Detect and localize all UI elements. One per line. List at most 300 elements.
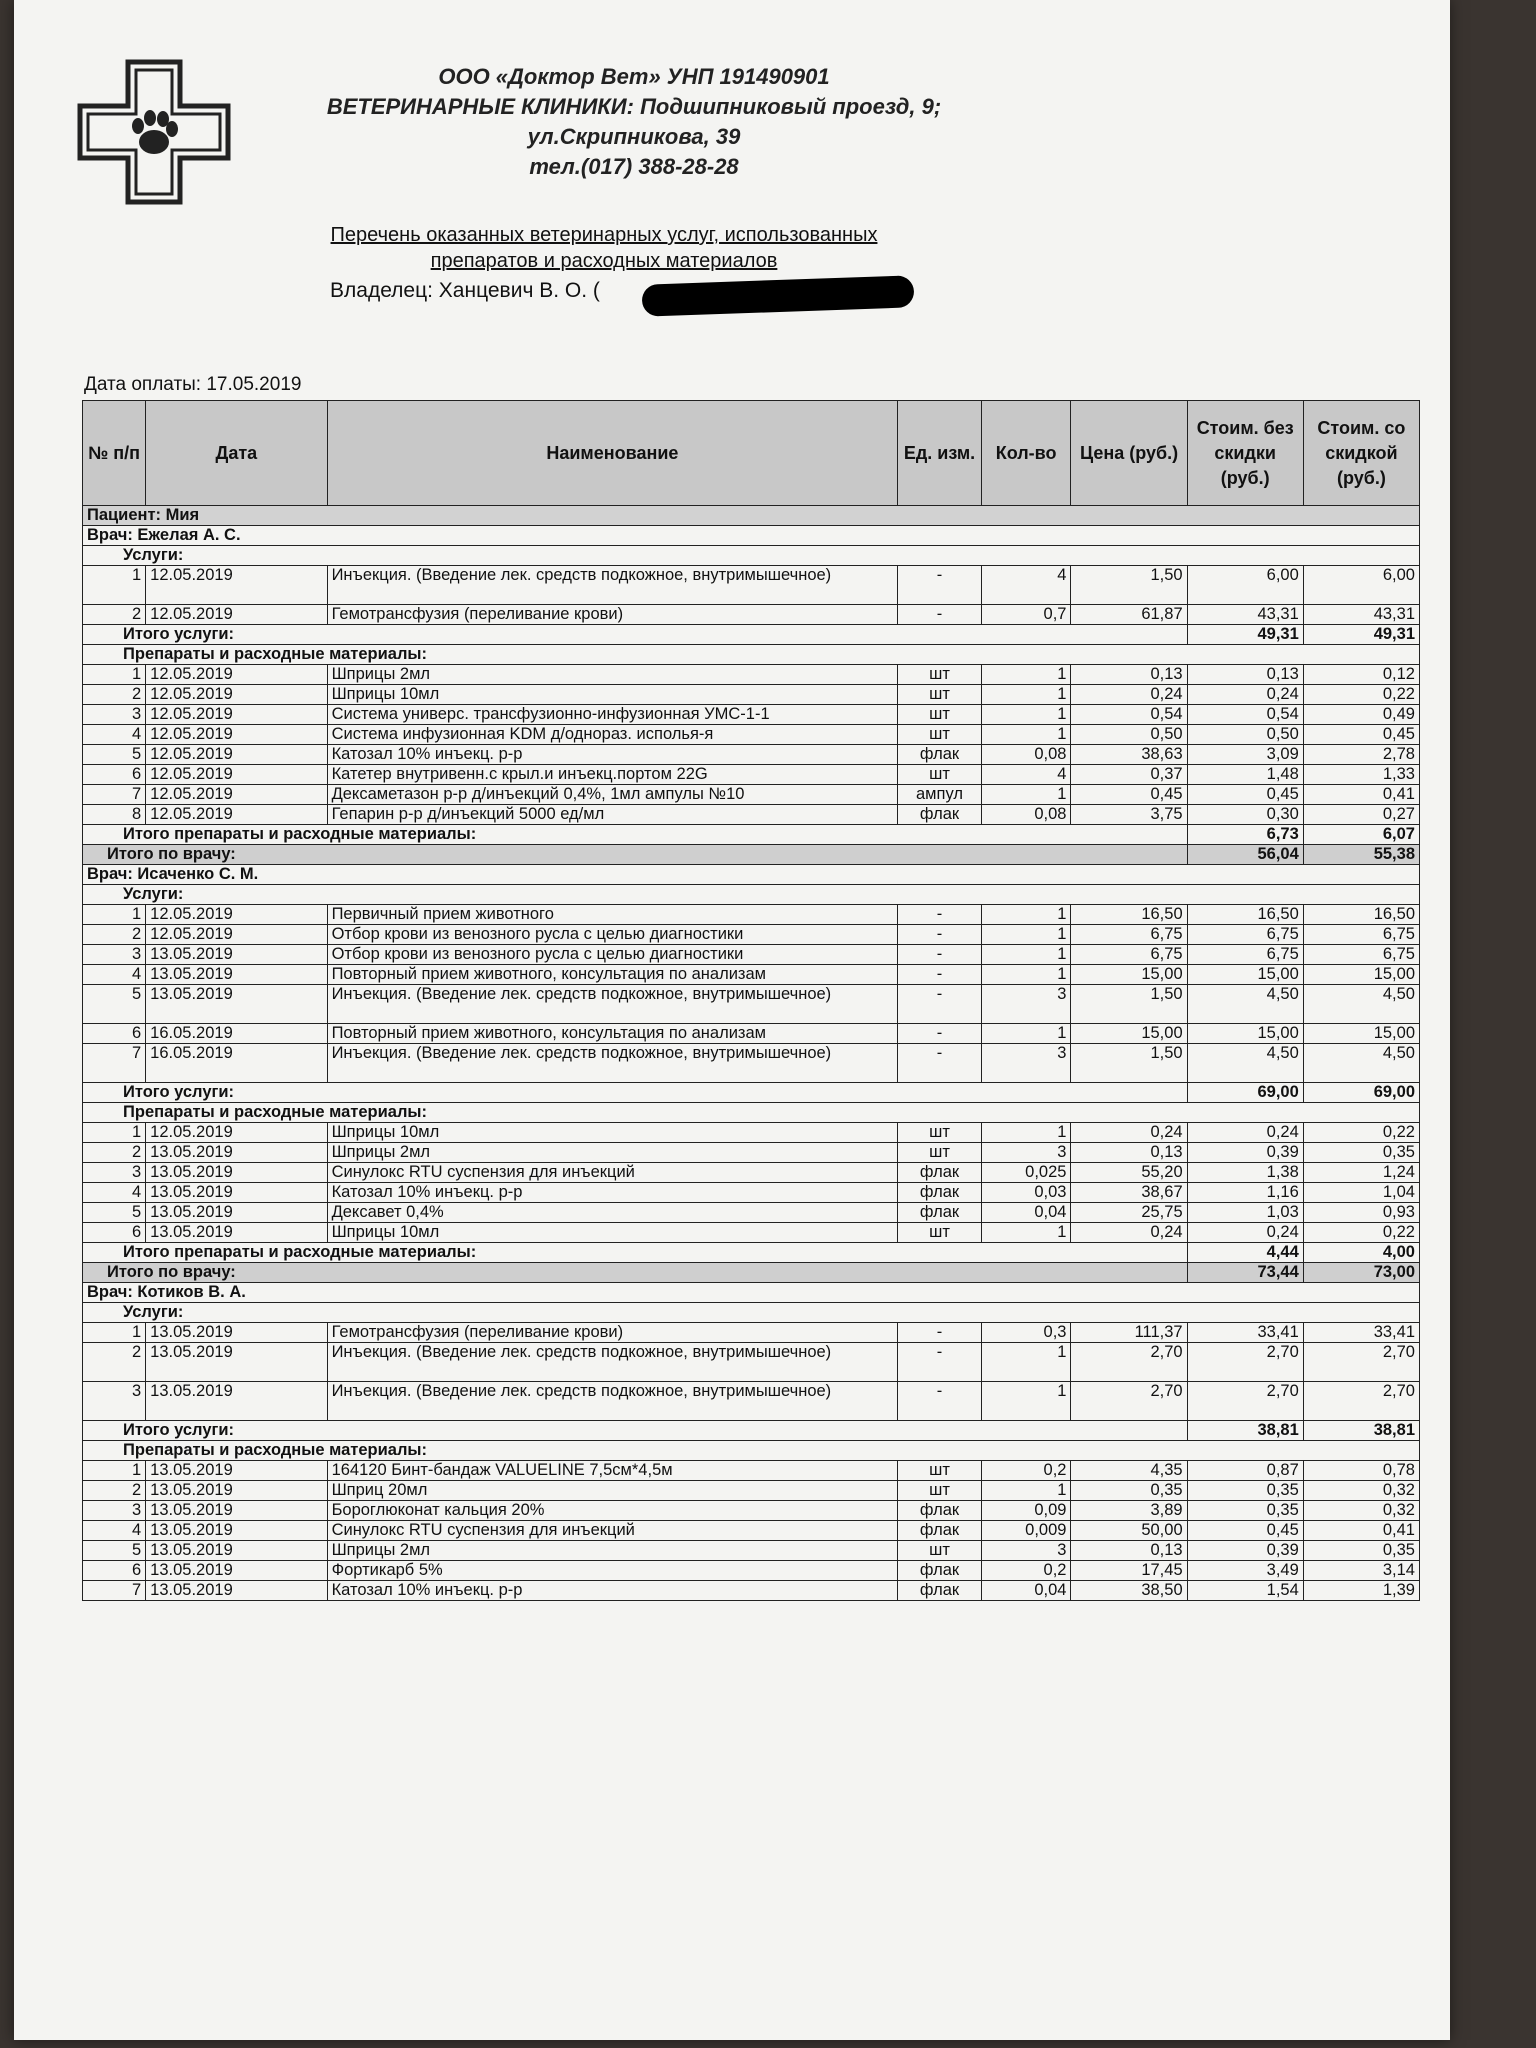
col-header-number: № п/п: [83, 401, 146, 506]
row-qty: 0,025: [981, 1163, 1071, 1183]
row-cost-discount: 2,70: [1303, 1343, 1419, 1382]
row-unit: флак: [898, 1183, 982, 1203]
row-cost-discount: 1,33: [1303, 765, 1419, 785]
services-total-row-label: Итого услуги:: [83, 1083, 1188, 1103]
row-name: Фортикарб 5%: [327, 1561, 898, 1581]
row-date: 13.05.2019: [146, 1481, 327, 1501]
row-name: Инъекция. (Введение лек. средств подкожное, внутримышечное): [327, 1382, 898, 1421]
row-price: 0,50: [1071, 725, 1187, 745]
row-unit: шт: [898, 1123, 982, 1143]
row-number: 1: [83, 905, 146, 925]
row-cost-discount: 0,45: [1303, 725, 1419, 745]
row-date: 12.05.2019: [146, 665, 327, 685]
row-date: 12.05.2019: [146, 685, 327, 705]
row-cost-discount: 6,75: [1303, 925, 1419, 945]
row-cost-no-discount: 0,30: [1187, 805, 1303, 825]
row-name: Инъекция. (Введение лек. средств подкожное, внутримышечное): [327, 566, 898, 605]
table-row: [83, 1521, 1420, 1541]
row-unit: флак: [898, 1163, 982, 1183]
row-number: 2: [83, 925, 146, 945]
row-cost-no-discount: 0,39: [1187, 1143, 1303, 1163]
table-row: [83, 1481, 1420, 1501]
col-header-cost-discount: Стоим. со скидкой (руб.): [1303, 401, 1419, 506]
table-row: [83, 1581, 1420, 1601]
row-date: 12.05.2019: [146, 785, 327, 805]
row-number: 7: [83, 1581, 146, 1601]
clinic-address-1: ВЕТЕРИНАРНЫЕ КЛИНИКИ: Подшипниковый проезд, 9;: [326, 94, 942, 119]
row-price: 38,67: [1071, 1183, 1187, 1203]
row-qty: 0,04: [981, 1581, 1071, 1601]
table-body: [83, 506, 1420, 1601]
document-title: [254, 222, 954, 274]
row-cost-no-discount: 1,54: [1187, 1581, 1303, 1601]
row-name: Инъекция. (Введение лек. средств подкожное, внутримышечное): [327, 1343, 898, 1382]
row-qty: 0,7: [981, 605, 1071, 625]
row-cost-no-discount: 6,75: [1187, 945, 1303, 965]
doctor-total-row: [83, 1263, 1420, 1283]
materials-heading: Препараты и расходные материалы:: [83, 645, 1420, 665]
document-page: [14, 0, 1450, 2040]
row-price: 6,75: [1071, 945, 1187, 965]
row-qty: 1: [981, 1481, 1071, 1501]
row-cost-no-discount: 0,39: [1187, 1541, 1303, 1561]
row-cost-discount: 6,00: [1303, 566, 1419, 605]
row-name: Гемотрансфузия (переливание крови): [327, 605, 898, 625]
materials-heading: Препараты и расходные материалы:: [83, 1441, 1420, 1461]
row-cost-discount: 2,70: [1303, 1382, 1419, 1421]
row-unit: ампул: [898, 785, 982, 805]
services-total-row-cost-no-discount: 38,81: [1187, 1421, 1303, 1441]
table-row: [83, 1024, 1420, 1044]
services-total-row-label: Итого услуги:: [83, 1421, 1188, 1441]
row-unit: -: [898, 1323, 982, 1343]
services-total-row-cost-no-discount: 49,31: [1187, 625, 1303, 645]
owner-line: Владелец: Ханцевич В. О. (: [330, 279, 600, 302]
row-date: 13.05.2019: [146, 1183, 327, 1203]
row-qty: 0,04: [981, 1203, 1071, 1223]
row-name: Отбор крови из венозного русла с целью диагностики: [327, 945, 898, 965]
services-total-row-cost-discount: 49,31: [1303, 625, 1419, 645]
table-row: [83, 765, 1420, 785]
row-price: 111,37: [1071, 1323, 1187, 1343]
row-cost-discount: 0,27: [1303, 805, 1419, 825]
table-row: [83, 1561, 1420, 1581]
row-number: 4: [83, 1521, 146, 1541]
row-cost-no-discount: 0,35: [1187, 1501, 1303, 1521]
row-price: 1,50: [1071, 1044, 1187, 1083]
services-total-row-label: Итого услуги:: [83, 625, 1188, 645]
row-date: 12.05.2019: [146, 765, 327, 785]
row-qty: 0,2: [981, 1461, 1071, 1481]
row-cost-no-discount: 1,03: [1187, 1203, 1303, 1223]
table-row: [83, 805, 1420, 825]
row-cost-no-discount: 15,00: [1187, 965, 1303, 985]
col-header-name: Наименование: [327, 401, 898, 506]
row-qty: 4: [981, 566, 1071, 605]
row-cost-discount: 0,41: [1303, 1521, 1419, 1541]
doctor-total-row: [83, 845, 1420, 865]
row-cost-no-discount: 0,54: [1187, 705, 1303, 725]
table-row: [83, 925, 1420, 945]
materials-total-row-cost-discount: 4,00: [1303, 1243, 1419, 1263]
table-row: [83, 1203, 1420, 1223]
row-price: 16,50: [1071, 905, 1187, 925]
row-name: Синулокс RTU суспензия для инъекций: [327, 1163, 898, 1183]
row-qty: 0,2: [981, 1561, 1071, 1581]
table-row: [83, 705, 1420, 725]
row-price: 1,50: [1071, 985, 1187, 1024]
row-qty: 1: [981, 905, 1071, 925]
row-number: 5: [83, 1203, 146, 1223]
materials-total-row-label: Итого препараты и расходные материалы:: [83, 825, 1188, 845]
row-date: 13.05.2019: [146, 1501, 327, 1521]
row-unit: флак: [898, 1521, 982, 1541]
row-number: 1: [83, 566, 146, 605]
redaction-mark: [642, 275, 915, 316]
table-row: [83, 665, 1420, 685]
table-row: [83, 1541, 1420, 1561]
row-unit: флак: [898, 1581, 982, 1601]
row-cost-no-discount: 15,00: [1187, 1024, 1303, 1044]
services-total-row-cost-discount: 38,81: [1303, 1421, 1419, 1441]
row-date: 12.05.2019: [146, 566, 327, 605]
col-header-unit: Ед. изм.: [898, 401, 982, 506]
doctor-total-row-cost-discount: 55,38: [1303, 845, 1419, 865]
patient-row: [83, 506, 1420, 526]
row-price: 38,50: [1071, 1581, 1187, 1601]
row-number: 8: [83, 805, 146, 825]
row-cost-no-discount: 0,13: [1187, 665, 1303, 685]
row-price: 25,75: [1071, 1203, 1187, 1223]
row-number: 7: [83, 785, 146, 805]
table-row: [83, 1343, 1420, 1382]
row-cost-no-discount: 0,50: [1187, 725, 1303, 745]
row-unit: шт: [898, 1481, 982, 1501]
row-number: 4: [83, 1183, 146, 1203]
doctor-total-row-cost-no-discount: 73,44: [1187, 1263, 1303, 1283]
row-name: Отбор крови из венозного русла с целью диагностики: [327, 925, 898, 945]
row-qty: 0,3: [981, 1323, 1071, 1343]
row-qty: 1: [981, 725, 1071, 745]
row-qty: 0,08: [981, 745, 1071, 765]
row-qty: 0,08: [981, 805, 1071, 825]
row-cost-no-discount: 1,16: [1187, 1183, 1303, 1203]
row-cost-no-discount: 0,35: [1187, 1481, 1303, 1501]
table-row: [83, 1501, 1420, 1521]
row-unit: -: [898, 1024, 982, 1044]
row-name: Шприцы 10мл: [327, 685, 898, 705]
row-cost-discount: 0,93: [1303, 1203, 1419, 1223]
row-number: 1: [83, 1123, 146, 1143]
row-unit: флак: [898, 805, 982, 825]
row-cost-no-discount: 6,00: [1187, 566, 1303, 605]
table-row: [83, 985, 1420, 1024]
row-cost-no-discount: 0,24: [1187, 685, 1303, 705]
row-unit: шт: [898, 1461, 982, 1481]
doctor-total-row-label: Итого по врачу:: [83, 1263, 1188, 1283]
row-number: 2: [83, 685, 146, 705]
row-number: 2: [83, 1343, 146, 1382]
row-unit: -: [898, 925, 982, 945]
row-price: 61,87: [1071, 605, 1187, 625]
materials-total-row: [83, 1243, 1420, 1263]
row-unit: -: [898, 985, 982, 1024]
patient-name: Пациент: Мия: [83, 506, 1420, 526]
materials-total-row-cost-no-discount: 6,73: [1187, 825, 1303, 845]
row-date: 13.05.2019: [146, 1561, 327, 1581]
row-price: 2,70: [1071, 1343, 1187, 1382]
row-date: 13.05.2019: [146, 945, 327, 965]
services-heading-row: [83, 1303, 1420, 1323]
row-unit: -: [898, 945, 982, 965]
row-number: 2: [83, 1481, 146, 1501]
row-qty: 3: [981, 1143, 1071, 1163]
clinic-header: [214, 62, 1054, 182]
row-unit: флак: [898, 1501, 982, 1521]
clinic-name: ООО «Доктор Вет» УНП 191490901: [438, 64, 830, 89]
row-price: 0,24: [1071, 685, 1187, 705]
row-date: 13.05.2019: [146, 1521, 327, 1541]
row-date: 13.05.2019: [146, 1223, 327, 1243]
row-name: Катетер внутривенн.с крыл.и инъекц.портом 22G: [327, 765, 898, 785]
row-cost-discount: 1,24: [1303, 1163, 1419, 1183]
doctor-row: [83, 1283, 1420, 1303]
row-cost-no-discount: 1,38: [1187, 1163, 1303, 1183]
row-name: Шприцы 2мл: [327, 665, 898, 685]
doctor-name: Врач: Исаченко С. М.: [83, 865, 1420, 885]
row-qty: 1: [981, 925, 1071, 945]
row-price: 0,13: [1071, 1143, 1187, 1163]
services-total-row-cost-discount: 69,00: [1303, 1083, 1419, 1103]
table-row: [83, 1123, 1420, 1143]
row-price: 17,45: [1071, 1561, 1187, 1581]
row-cost-discount: 0,22: [1303, 1123, 1419, 1143]
row-qty: 0,009: [981, 1521, 1071, 1541]
row-cost-discount: 15,00: [1303, 965, 1419, 985]
services-heading: Услуги:: [83, 1303, 1420, 1323]
services-total-row: [83, 1421, 1420, 1441]
row-price: 0,13: [1071, 665, 1187, 685]
row-name: Синулокс RTU суспензия для инъекций: [327, 1521, 898, 1541]
row-name: Шприцы 10мл: [327, 1223, 898, 1243]
table-row: [83, 605, 1420, 625]
row-cost-no-discount: 0,45: [1187, 1521, 1303, 1541]
row-name: Гемотрансфузия (переливание крови): [327, 1323, 898, 1343]
table-row: [83, 965, 1420, 985]
table-row: [83, 1323, 1420, 1343]
row-cost-discount: 0,41: [1303, 785, 1419, 805]
col-header-cost-no-discount: Стоим. без скидки (руб.): [1187, 401, 1303, 506]
row-number: 5: [83, 985, 146, 1024]
row-cost-discount: 0,22: [1303, 1223, 1419, 1243]
row-unit: -: [898, 1343, 982, 1382]
row-number: 3: [83, 1501, 146, 1521]
row-unit: шт: [898, 1223, 982, 1243]
row-cost-discount: 0,32: [1303, 1501, 1419, 1521]
row-price: 50,00: [1071, 1521, 1187, 1541]
doctor-name: Врач: Ежелая А. С.: [83, 526, 1420, 546]
row-qty: 0,09: [981, 1501, 1071, 1521]
row-number: 1: [83, 665, 146, 685]
row-date: 12.05.2019: [146, 805, 327, 825]
row-unit: -: [898, 965, 982, 985]
row-price: 15,00: [1071, 965, 1187, 985]
table-row: [83, 1382, 1420, 1421]
row-qty: 1: [981, 965, 1071, 985]
row-cost-no-discount: 43,31: [1187, 605, 1303, 625]
col-header-qty: Кол-во: [981, 401, 1071, 506]
row-date: 13.05.2019: [146, 1581, 327, 1601]
materials-total-row: [83, 825, 1420, 845]
row-unit: флак: [898, 745, 982, 765]
row-price: 0,45: [1071, 785, 1187, 805]
materials-total-row-cost-discount: 6,07: [1303, 825, 1419, 845]
row-number: 2: [83, 1143, 146, 1163]
row-cost-discount: 0,49: [1303, 705, 1419, 725]
services-total-row: [83, 625, 1420, 645]
row-date: 12.05.2019: [146, 925, 327, 945]
services-total-row-cost-no-discount: 69,00: [1187, 1083, 1303, 1103]
row-date: 13.05.2019: [146, 1461, 327, 1481]
row-number: 4: [83, 725, 146, 745]
row-cost-discount: 0,12: [1303, 665, 1419, 685]
row-date: 12.05.2019: [146, 705, 327, 725]
materials-heading: Препараты и расходные материалы:: [83, 1103, 1420, 1123]
doctor-total-row-cost-no-discount: 56,04: [1187, 845, 1303, 865]
row-cost-discount: 43,31: [1303, 605, 1419, 625]
row-price: 3,75: [1071, 805, 1187, 825]
row-qty: 1: [981, 1223, 1071, 1243]
row-name: Повторный прием животного, консультация по анализам: [327, 965, 898, 985]
row-cost-no-discount: 4,50: [1187, 985, 1303, 1024]
row-name: Шприцы 10мл: [327, 1123, 898, 1143]
row-price: 0,35: [1071, 1481, 1187, 1501]
row-number: 5: [83, 745, 146, 765]
row-cost-discount: 0,32: [1303, 1481, 1419, 1501]
row-date: 13.05.2019: [146, 1203, 327, 1223]
services-heading: Услуги:: [83, 885, 1420, 905]
row-name: 164120 Бинт-бандаж VALUELINE 7,5см*4,5м: [327, 1461, 898, 1481]
row-name: Система универс. трансфузионно-инфузионная УМС-1-1: [327, 705, 898, 725]
row-unit: шт: [898, 725, 982, 745]
table-row: [83, 785, 1420, 805]
row-unit: шт: [898, 685, 982, 705]
row-qty: 1: [981, 785, 1071, 805]
row-unit: шт: [898, 1143, 982, 1163]
title-line-2: препаратов и расходных материалов: [430, 250, 778, 272]
vet-clinic-logo-icon: [76, 58, 232, 206]
clinic-address-2: ул.Скрипникова, 39: [527, 124, 741, 149]
row-cost-discount: 3,14: [1303, 1561, 1419, 1581]
table-row: [83, 1183, 1420, 1203]
row-unit: шт: [898, 1541, 982, 1561]
row-number: 6: [83, 1561, 146, 1581]
row-unit: -: [898, 1044, 982, 1083]
row-cost-discount: 2,78: [1303, 745, 1419, 765]
row-name: Катозал 10% инъекц. р-р: [327, 745, 898, 765]
row-cost-no-discount: 3,49: [1187, 1561, 1303, 1581]
row-cost-discount: 15,00: [1303, 1024, 1419, 1044]
doctor-total-row-label: Итого по врачу:: [83, 845, 1188, 865]
row-unit: шт: [898, 765, 982, 785]
table-row: [83, 685, 1420, 705]
row-cost-no-discount: 4,50: [1187, 1044, 1303, 1083]
table-row: [83, 745, 1420, 765]
row-price: 0,37: [1071, 765, 1187, 785]
row-number: 6: [83, 1223, 146, 1243]
row-cost-discount: 6,75: [1303, 945, 1419, 965]
materials-total-row-cost-no-discount: 4,44: [1187, 1243, 1303, 1263]
row-cost-discount: 1,04: [1303, 1183, 1419, 1203]
row-name: Инъекция. (Введение лек. средств подкожное, внутримышечное): [327, 1044, 898, 1083]
row-number: 5: [83, 1541, 146, 1561]
table-row: [83, 725, 1420, 745]
row-cost-discount: 33,41: [1303, 1323, 1419, 1343]
row-date: 13.05.2019: [146, 985, 327, 1024]
row-cost-no-discount: 2,70: [1187, 1343, 1303, 1382]
table-row: [83, 1044, 1420, 1083]
row-number: 2: [83, 605, 146, 625]
row-unit: флак: [898, 1203, 982, 1223]
row-number: 1: [83, 1461, 146, 1481]
table-row: [83, 1163, 1420, 1183]
row-price: 0,54: [1071, 705, 1187, 725]
row-date: 13.05.2019: [146, 1541, 327, 1561]
materials-heading-row: [83, 1441, 1420, 1461]
row-name: Шприц 20мл: [327, 1481, 898, 1501]
row-qty: 3: [981, 1044, 1071, 1083]
row-date: 13.05.2019: [146, 1382, 327, 1421]
row-price: 55,20: [1071, 1163, 1187, 1183]
row-number: 3: [83, 1382, 146, 1421]
row-date: 13.05.2019: [146, 1163, 327, 1183]
row-number: 6: [83, 1024, 146, 1044]
table-row: [83, 566, 1420, 605]
row-qty: 3: [981, 1541, 1071, 1561]
row-cost-discount: 0,35: [1303, 1143, 1419, 1163]
row-price: 2,70: [1071, 1382, 1187, 1421]
row-number: 6: [83, 765, 146, 785]
row-date: 16.05.2019: [146, 1044, 327, 1083]
row-price: 1,50: [1071, 566, 1187, 605]
row-price: 3,89: [1071, 1501, 1187, 1521]
row-qty: 1: [981, 665, 1071, 685]
row-qty: 1: [981, 1343, 1071, 1382]
materials-heading-row: [83, 1103, 1420, 1123]
row-unit: шт: [898, 705, 982, 725]
row-price: 38,63: [1071, 745, 1187, 765]
row-name: Первичный прием животного: [327, 905, 898, 925]
services-total-row: [83, 1083, 1420, 1103]
row-cost-no-discount: 2,70: [1187, 1382, 1303, 1421]
row-date: 13.05.2019: [146, 1343, 327, 1382]
row-name: Катозал 10% инъекц. р-р: [327, 1581, 898, 1601]
clinic-phone: тел.(017) 388-28-28: [529, 154, 739, 179]
row-number: 7: [83, 1044, 146, 1083]
services-heading: Услуги:: [83, 546, 1420, 566]
row-price: 0,13: [1071, 1541, 1187, 1561]
row-date: 12.05.2019: [146, 905, 327, 925]
row-number: 3: [83, 705, 146, 725]
row-unit: -: [898, 905, 982, 925]
row-cost-discount: 0,22: [1303, 685, 1419, 705]
row-cost-discount: 0,35: [1303, 1541, 1419, 1561]
materials-total-row-label: Итого препараты и расходные материалы:: [83, 1243, 1188, 1263]
row-date: 12.05.2019: [146, 745, 327, 765]
row-name: Бороглюконат кальция 20%: [327, 1501, 898, 1521]
row-cost-no-discount: 0,24: [1187, 1223, 1303, 1243]
row-number: 3: [83, 1163, 146, 1183]
